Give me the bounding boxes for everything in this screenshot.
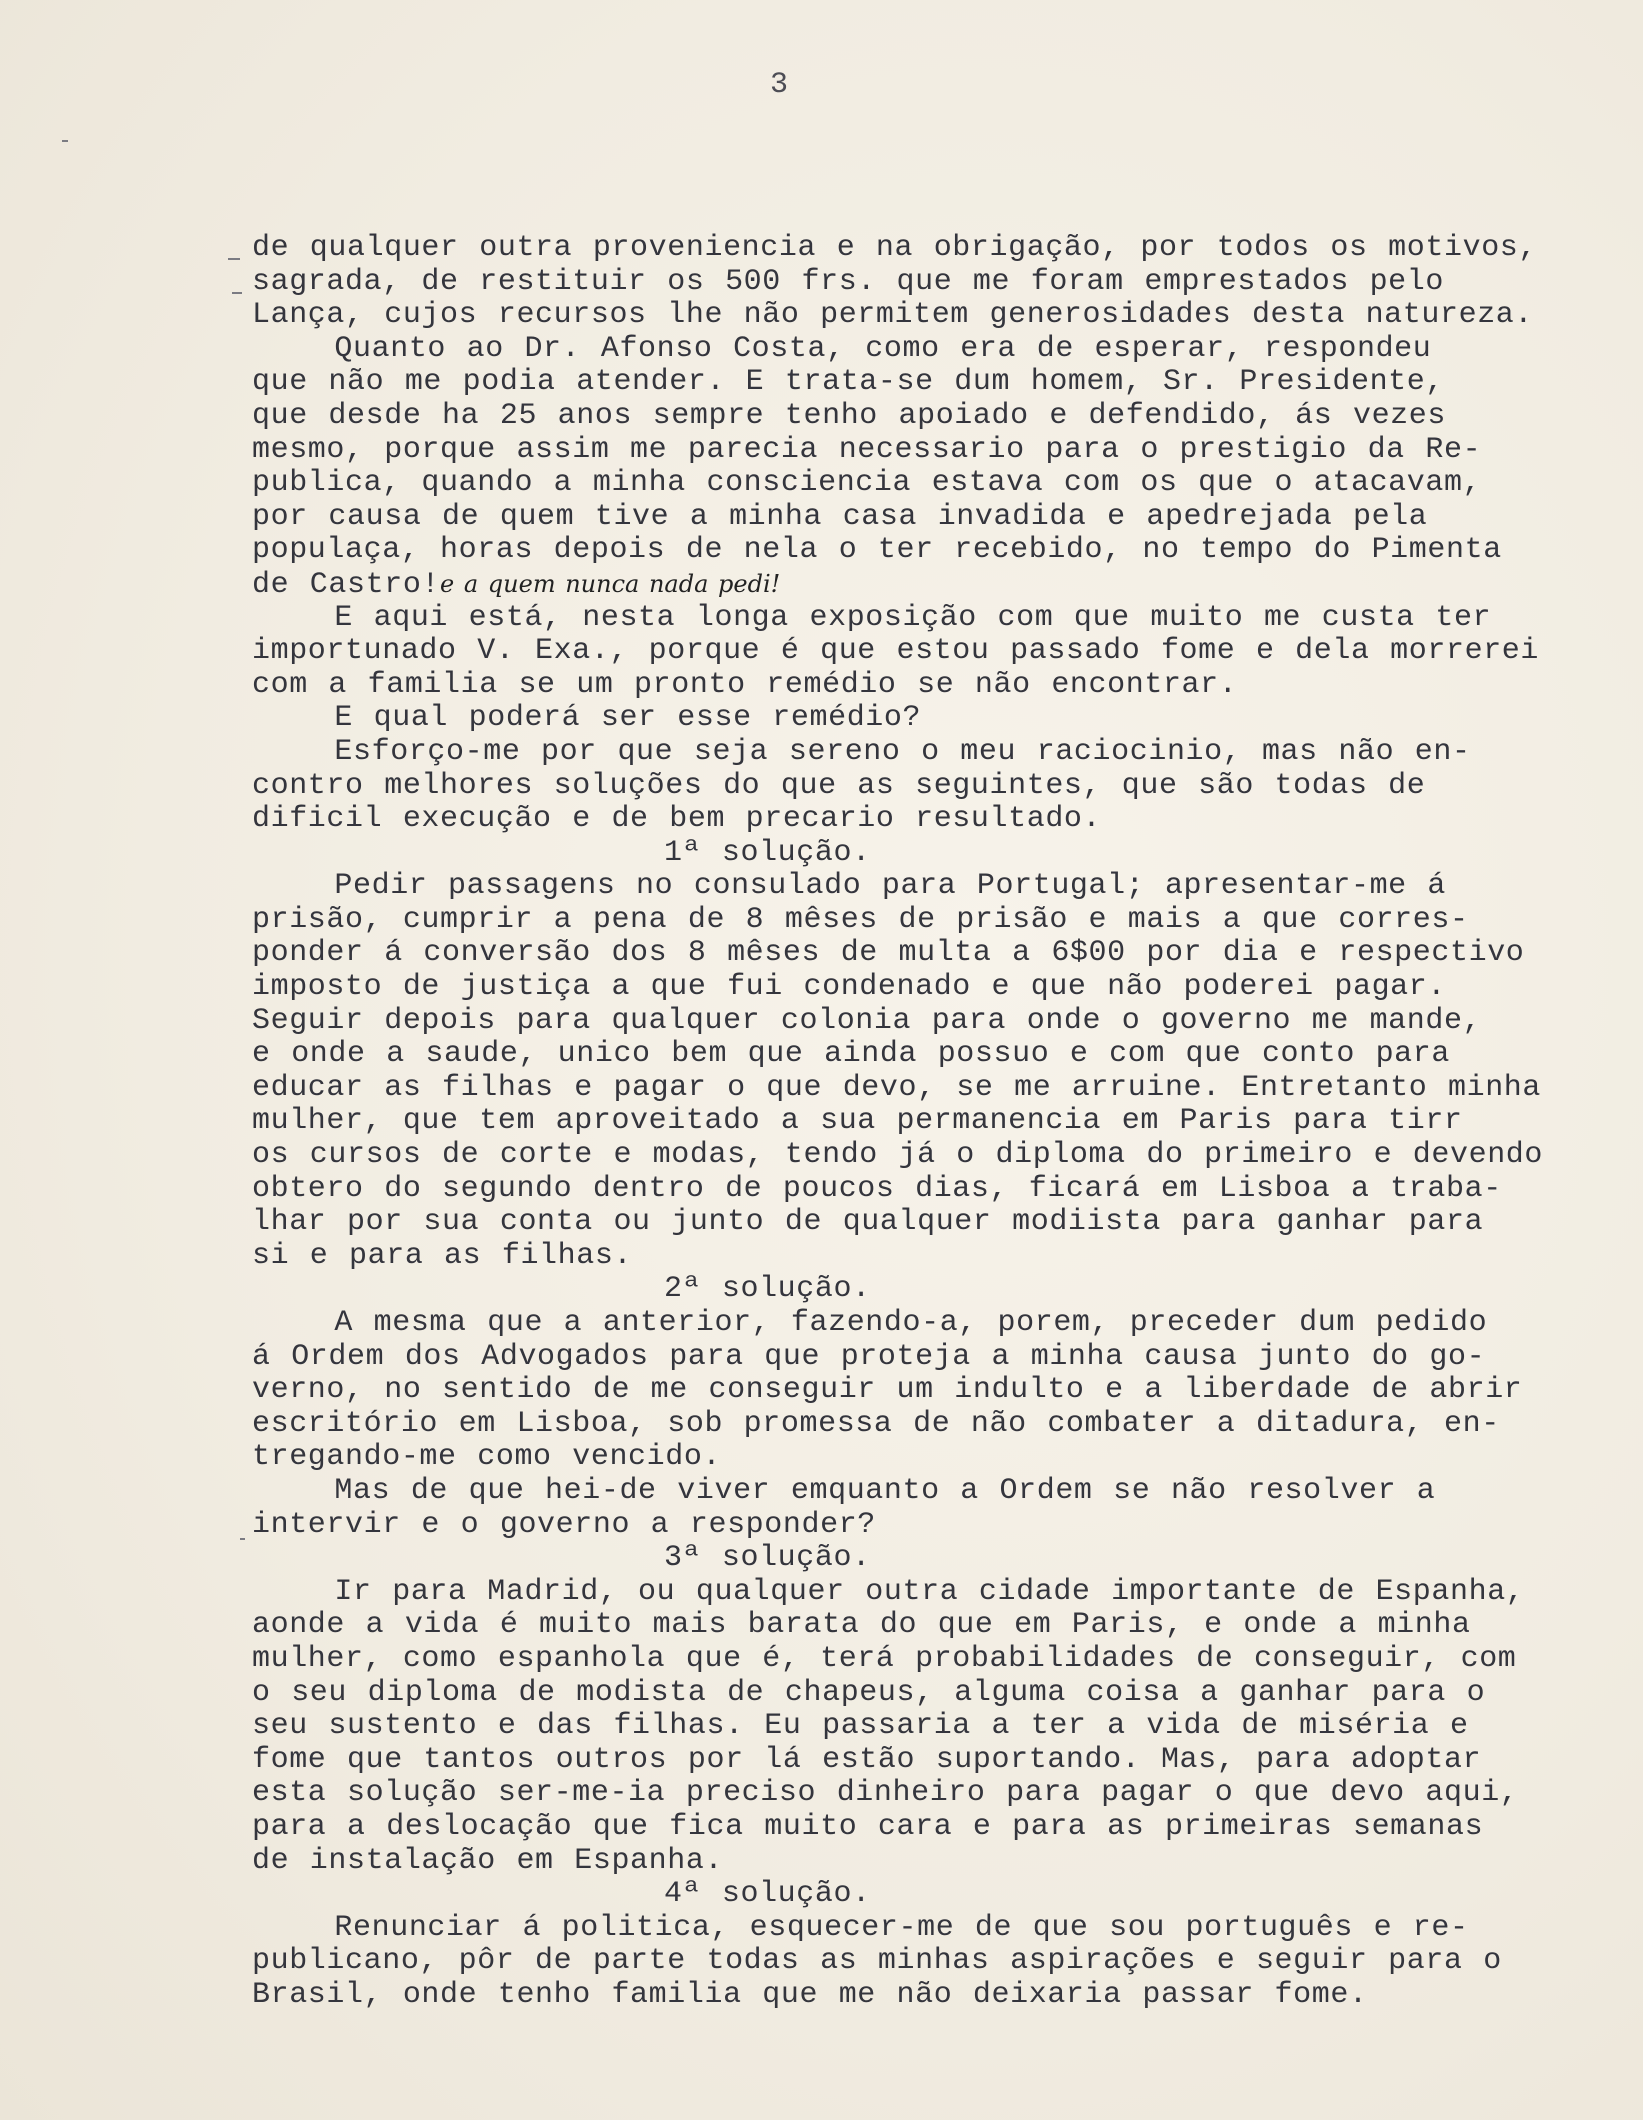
text-line: mulher, que tem aproveitado a sua permanencia em Paris para tirr <box>252 1104 1463 1139</box>
text-line: que desde ha 25 anos sempre tenho apoiado e defendido, ás vezes <box>252 398 1446 433</box>
text-line: intervir e o governo a responder? <box>252 1507 876 1542</box>
section-heading: 2ª solução. <box>252 1272 871 1307</box>
text-line: Brasil, onde tenho familia que me não deixaria passar fome. <box>252 1977 1368 2012</box>
text-line: Mas de que hei-de viver emquanto a Ordem se não resolver a <box>252 1473 1436 1508</box>
text-line: mulher, como espanhola que é, terá probabilidades de conseguir, com <box>252 1641 1517 1676</box>
text-line: educar as filhas e pagar o que devo, se me arruine. Entretanto minha <box>252 1070 1541 1105</box>
text-line: Lança, cujos recursos lhe não permitem generosidades desta natureza. <box>252 298 1533 333</box>
text-line: de qualquer outra proveniencia e na obrigação, por todos os motivos, <box>252 231 1537 265</box>
text-line: Esforço-me por que seja sereno o meu raciocinio, mas não en- <box>252 734 1471 769</box>
letter-body <box>252 232 1622 2012</box>
text-line: prisão, cumprir a pena de 8 mêses de prisão e mais a que corres- <box>252 902 1469 937</box>
section-heading: 1ª solução. <box>252 835 871 870</box>
handwritten-note: e a quem nunca nada pedi! <box>440 569 781 598</box>
text-line: Quanto ao Dr. Afonso Costa, como era de esperar, respondeu <box>252 331 1432 366</box>
text-line: dificil execução e de bem precario resultado. <box>252 802 1102 837</box>
text-line: publica, quando a minha consciencia estava com os que o atacavam, <box>252 466 1482 501</box>
text-line: seu sustento e das filhas. Eu passaria a ter a vida de miséria e <box>252 1709 1469 1744</box>
text-line: fome que tantos outros por lá estão suportando. Mas, para adoptar <box>252 1742 1482 1777</box>
text-line: que não me podia atender. E trata-se dum homem, Sr. Presidente, <box>252 365 1444 400</box>
text-line: obtero do segundo dentro de poucos dias, ficará em Lisboa a traba- <box>252 1171 1502 1206</box>
text-line: lhar por sua conta ou junto de qualquer modiista para ganhar para <box>252 1205 1484 1240</box>
margin-tick <box>232 292 242 294</box>
text-line: o seu diploma de modista de chapeus, alguma coisa a ganhar para o <box>252 1675 1486 1710</box>
text-line: E qual poderá ser esse remédio? <box>252 701 922 736</box>
text-line: importunado V. Exa., porque é que estou passado fome e dela morrerei <box>252 634 1539 669</box>
text-line: de Castro! <box>252 567 441 602</box>
text-line: e onde a saude, unico bem que ainda possuo e com que conto para <box>252 1037 1450 1072</box>
section-heading: 4ª solução. <box>252 1877 871 1912</box>
text-line: populaça, horas depois de nela o ter recebido, no tempo do Pimenta <box>252 533 1502 568</box>
section-heading: 3ª solução. <box>252 1541 871 1576</box>
text-line: imposto de justiça a que fui condenado e que não poderei pagar. <box>252 970 1446 1005</box>
page-number: 3 <box>770 68 789 102</box>
text-line: sagrada, de restituir os 500 frs. que me foram emprestados pelo <box>252 264 1444 299</box>
text-line: para a deslocação que fica muito cara e para as primeiras semanas <box>252 1809 1484 1844</box>
text-line: Ir para Madrid, ou qualquer outra cidade importante de Espanha, <box>252 1574 1525 1609</box>
text-line: aonde a vida é muito mais barata do que em Paris, e onde a minha <box>252 1608 1471 1643</box>
text-line: esta solução ser-me-ia preciso dinheiro para pagar o que devo aqui, <box>252 1776 1519 1811</box>
text-line: de instalação em Espanha. <box>252 1843 724 1878</box>
text-line: mesmo, porque assim me parecia necessario para o prestigio da Re- <box>252 432 1482 467</box>
margin-tick <box>228 258 240 260</box>
text-line: publicano, pôr de parte todas as minhas aspirações e seguir para o <box>252 1944 1502 1979</box>
text-line: os cursos de corte e modas, tendo já o diploma do primeiro e devendo <box>252 1138 1543 1173</box>
text-line: ponder á conversão dos 8 mêses de multa a 6$00 por dia e respectivo <box>252 936 1525 971</box>
text-line: com a familia se um pronto remédio se não encontrar. <box>252 667 1238 702</box>
text-line: Renunciar á politica, esquecer-me de que sou português e re- <box>252 1910 1469 1945</box>
text-line: E aqui está, nesta longa exposição com que muito me custa ter <box>252 600 1492 635</box>
margin-tick <box>240 1538 245 1540</box>
text-line: Pedir passagens no consulado para Portugal; apresentar-me á <box>252 869 1446 904</box>
text-line: escritório em Lisboa, sob promessa de não combater a ditadura, en- <box>252 1406 1500 1441</box>
margin-tick <box>62 140 68 142</box>
text-line: á Ordem dos Advogados para que proteja a minha causa junto do go- <box>252 1339 1486 1374</box>
text-line: tregando-me como vencido. <box>252 1440 722 1475</box>
text-line: A mesma que a anterior, fazendo-a, porem, preceder dum pedido <box>252 1306 1488 1340</box>
text-line: contro melhores soluções do que as seguintes, que são todas de <box>252 768 1426 803</box>
text-line: Seguir depois para qualquer colonia para onde o governo me mande, <box>252 1003 1482 1038</box>
text-line-with-note <box>252 568 1622 602</box>
text-line: si e para as filhas. <box>252 1238 633 1273</box>
text-line: por causa de quem tive a minha casa invadida e apedrejada pela <box>252 499 1428 534</box>
text-line: verno, no sentido de me conseguir um indulto e a liberdade de abrir <box>252 1373 1523 1408</box>
